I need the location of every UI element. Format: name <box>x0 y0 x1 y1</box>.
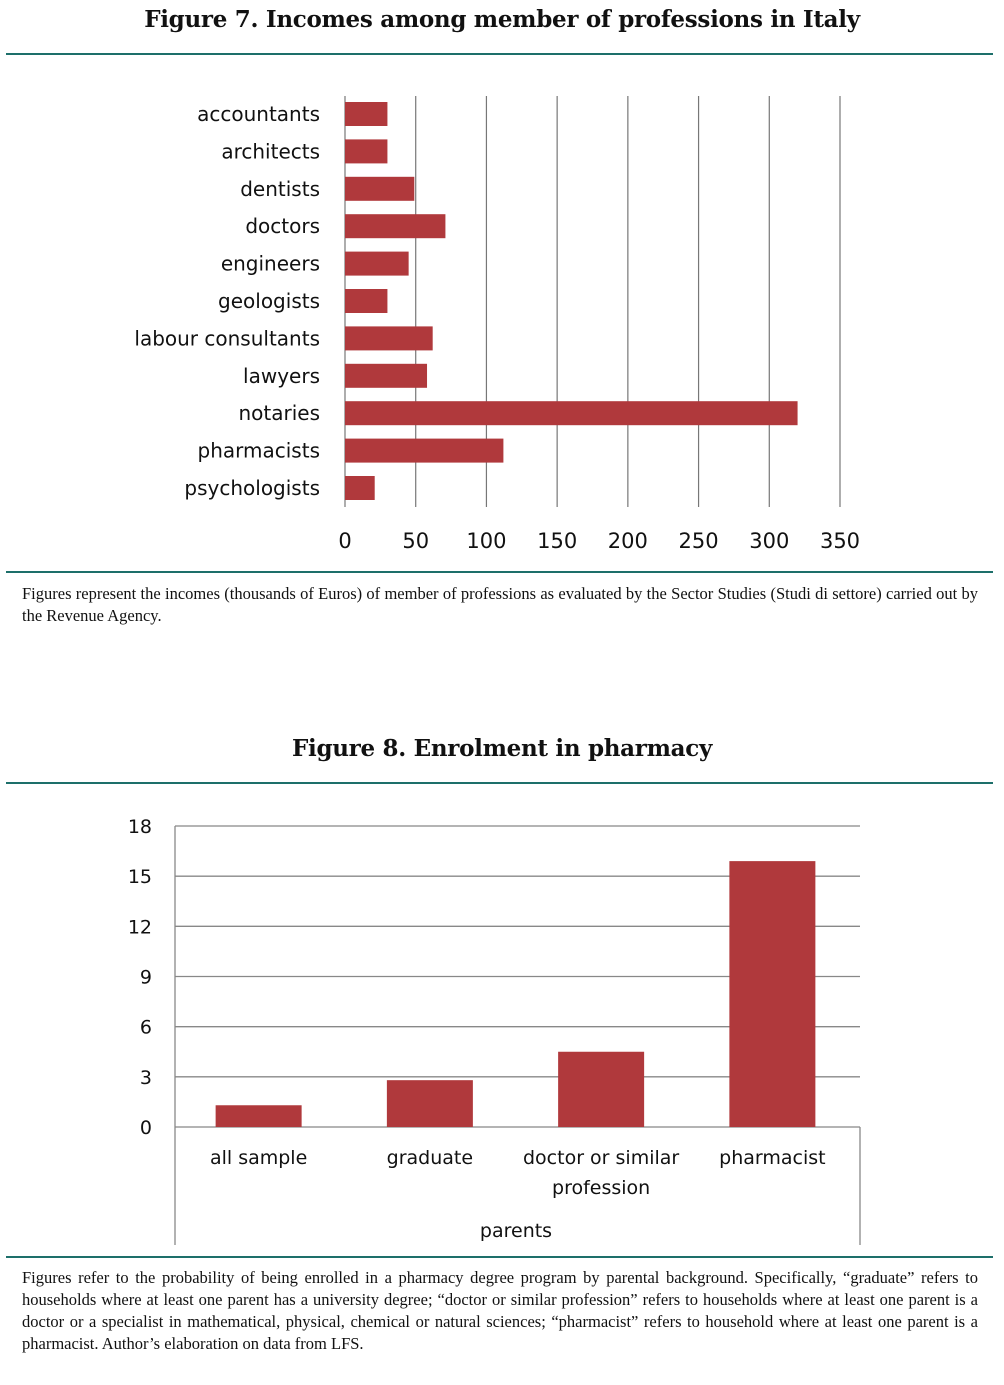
figure8-bottom-rule <box>6 1256 993 1258</box>
y-tick-label: 3 <box>139 1066 152 1089</box>
category-label: graduate <box>386 1147 474 1169</box>
bar-graduate <box>387 1080 473 1127</box>
figure7-title: Figure 7. Incomes among member of professions in Italy <box>144 6 860 33</box>
figure8-title: Figure 8. Enrolment in pharmacy <box>291 735 713 762</box>
category-label: doctors <box>245 214 320 239</box>
x-tick-label: 250 <box>678 529 719 553</box>
x-tick-label: 50 <box>402 529 430 553</box>
category-label: psychologists <box>184 476 320 500</box>
y-tick-label: 12 <box>127 916 152 939</box>
category-label: engineers <box>220 251 320 276</box>
category-label: lawyers <box>243 363 320 388</box>
y-tick-label: 6 <box>139 1016 152 1039</box>
category-label: pharmacists <box>197 438 320 463</box>
category-label: pharmacist <box>719 1147 826 1169</box>
y-tick-label: 9 <box>139 966 152 989</box>
x-tick-label: 0 <box>338 529 352 553</box>
x-tick-label: 350 <box>819 529 861 553</box>
category-label: labour consultants <box>134 326 320 351</box>
category-label: profession <box>552 1177 651 1199</box>
y-tick-label: 0 <box>139 1117 152 1139</box>
category-label: notaries <box>238 401 320 426</box>
category-label: accountants <box>197 102 320 126</box>
category-label: architects <box>221 139 320 164</box>
y-tick-label: 18 <box>127 816 152 838</box>
bar-doctor-or-similar-profession <box>558 1052 644 1127</box>
category-label: dentists <box>240 176 320 201</box>
category-label: doctor or similar <box>523 1147 680 1169</box>
figure7-caption: Figures represent the incomes (thousands of Euros) of member of professions as evaluated by the Sector Studies (Studi di settore) carried out by the Revenue Agency. <box>22 584 978 625</box>
category-label: all sample <box>209 1147 308 1169</box>
x-tick-label: 100 <box>466 529 507 553</box>
category-label: geologists <box>218 289 320 313</box>
bar-all-sample <box>216 1105 302 1127</box>
bar-pharmacist <box>729 861 815 1127</box>
x-axis-title: parents <box>479 1220 553 1242</box>
x-tick-label: 300 <box>749 529 790 553</box>
x-tick-label: 200 <box>607 529 648 553</box>
figure8-caption: Figures refer to the probability of being enrolled in a pharmacy degree program by parental background. Specifically, “graduate” refers to households where at least one parent has a university degree; “doctor or similar profession” refers to households where at least one parent is a doctor or a specialist in mathematical, physical, chemical or natural sciences; “pharmacist” refers to household where at least one parent is a pharmacist. Author’s elaboration on data from LFS. <box>22 1268 978 1353</box>
y-tick-label: 15 <box>127 866 152 889</box>
x-tick-label: 150 <box>537 529 578 553</box>
